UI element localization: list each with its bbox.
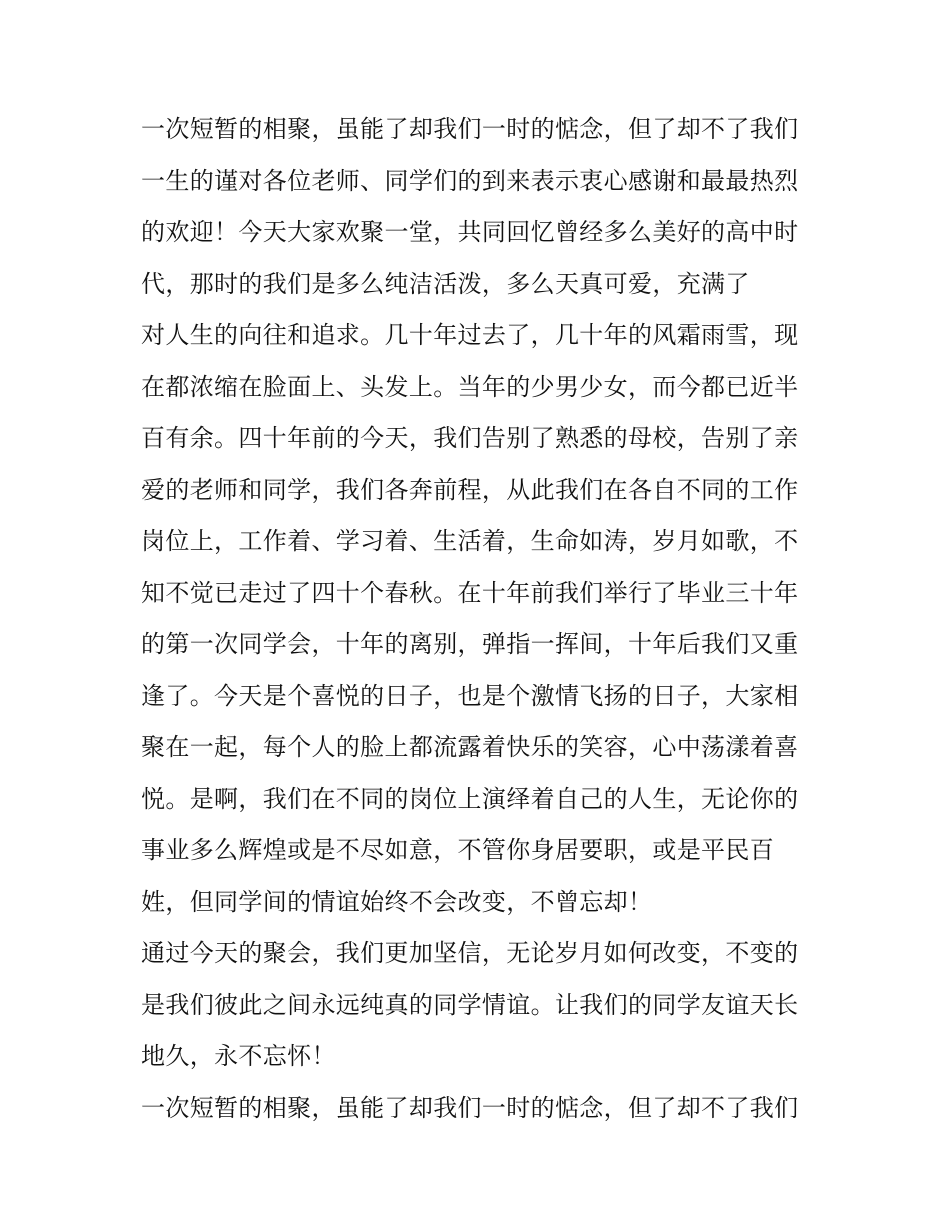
body-text (141, 104, 821, 1134)
text-line: 知不觉已走过了四十个春秋。在十年前我们举行了毕业三十年 (141, 578, 799, 607)
text-line: 一次短暂的相聚，虽能了却我们一时的惦念，但了却不了我们 (141, 115, 799, 143)
text-line: 代，那时的我们是多么纯洁活泼，多么天真可爱，充满了 (141, 269, 750, 298)
text-line: 姓，但同学间的情谊始终不会改变，不曾忘却！ (141, 887, 653, 916)
text-line: 悦。是啊，我们在不同的岗位上演绎着自己的人生，无论你的 (141, 784, 799, 813)
text-line: 一生的谨对各位老师、同学们的到来表示衷心感谢和最最热烈 (141, 166, 799, 195)
text-line: 地久，永不忘怀！ (141, 1042, 336, 1070)
text-line: 是我们彼此之间永远纯真的同学情谊。让我们的同学友谊天长 (141, 990, 799, 1019)
text-line: 一次短暂的相聚，虽能了却我们一时的惦念，但了却不了我们 (141, 1093, 799, 1122)
text-line: 对人生的向往和追求。几十年过去了，几十年的风霜雨雪，现 (141, 321, 799, 349)
text-line: 爱的老师和同学，我们各奔前程，从此我们在各自不同的工作 (141, 475, 799, 504)
text-line: 事业多么辉煌或是不尽如意，不管你身居要职，或是平民百 (141, 836, 775, 864)
text-line: 在都浓缩在脸面上、头发上。当年的少男少女，而今都已近半 (141, 372, 799, 401)
text-line: 聚在一起，每个人的脸上都流露着快乐的笑容，心中荡漾着喜 (141, 733, 799, 761)
text-line: 岗位上，工作着、学习着、生活着，生命如涛，岁月如歌，不 (141, 527, 799, 555)
text-line: 通过今天的聚会，我们更加坚信，无论岁月如何改变，不变的 (141, 939, 799, 967)
text-line: 百有余。四十年前的今天，我们告别了熟悉的母校，告别了亲 (141, 424, 799, 452)
text-line: 的第一次同学会，十年的离别，弹指一挥间，十年后我们又重 (141, 630, 799, 658)
text-line: 的欢迎！今天大家欢聚一堂，共同回忆曾经多么美好的高中时 (141, 218, 799, 246)
text-line: 逢了。今天是个喜悦的日子，也是个激情飞扬的日子，大家相 (141, 681, 799, 710)
